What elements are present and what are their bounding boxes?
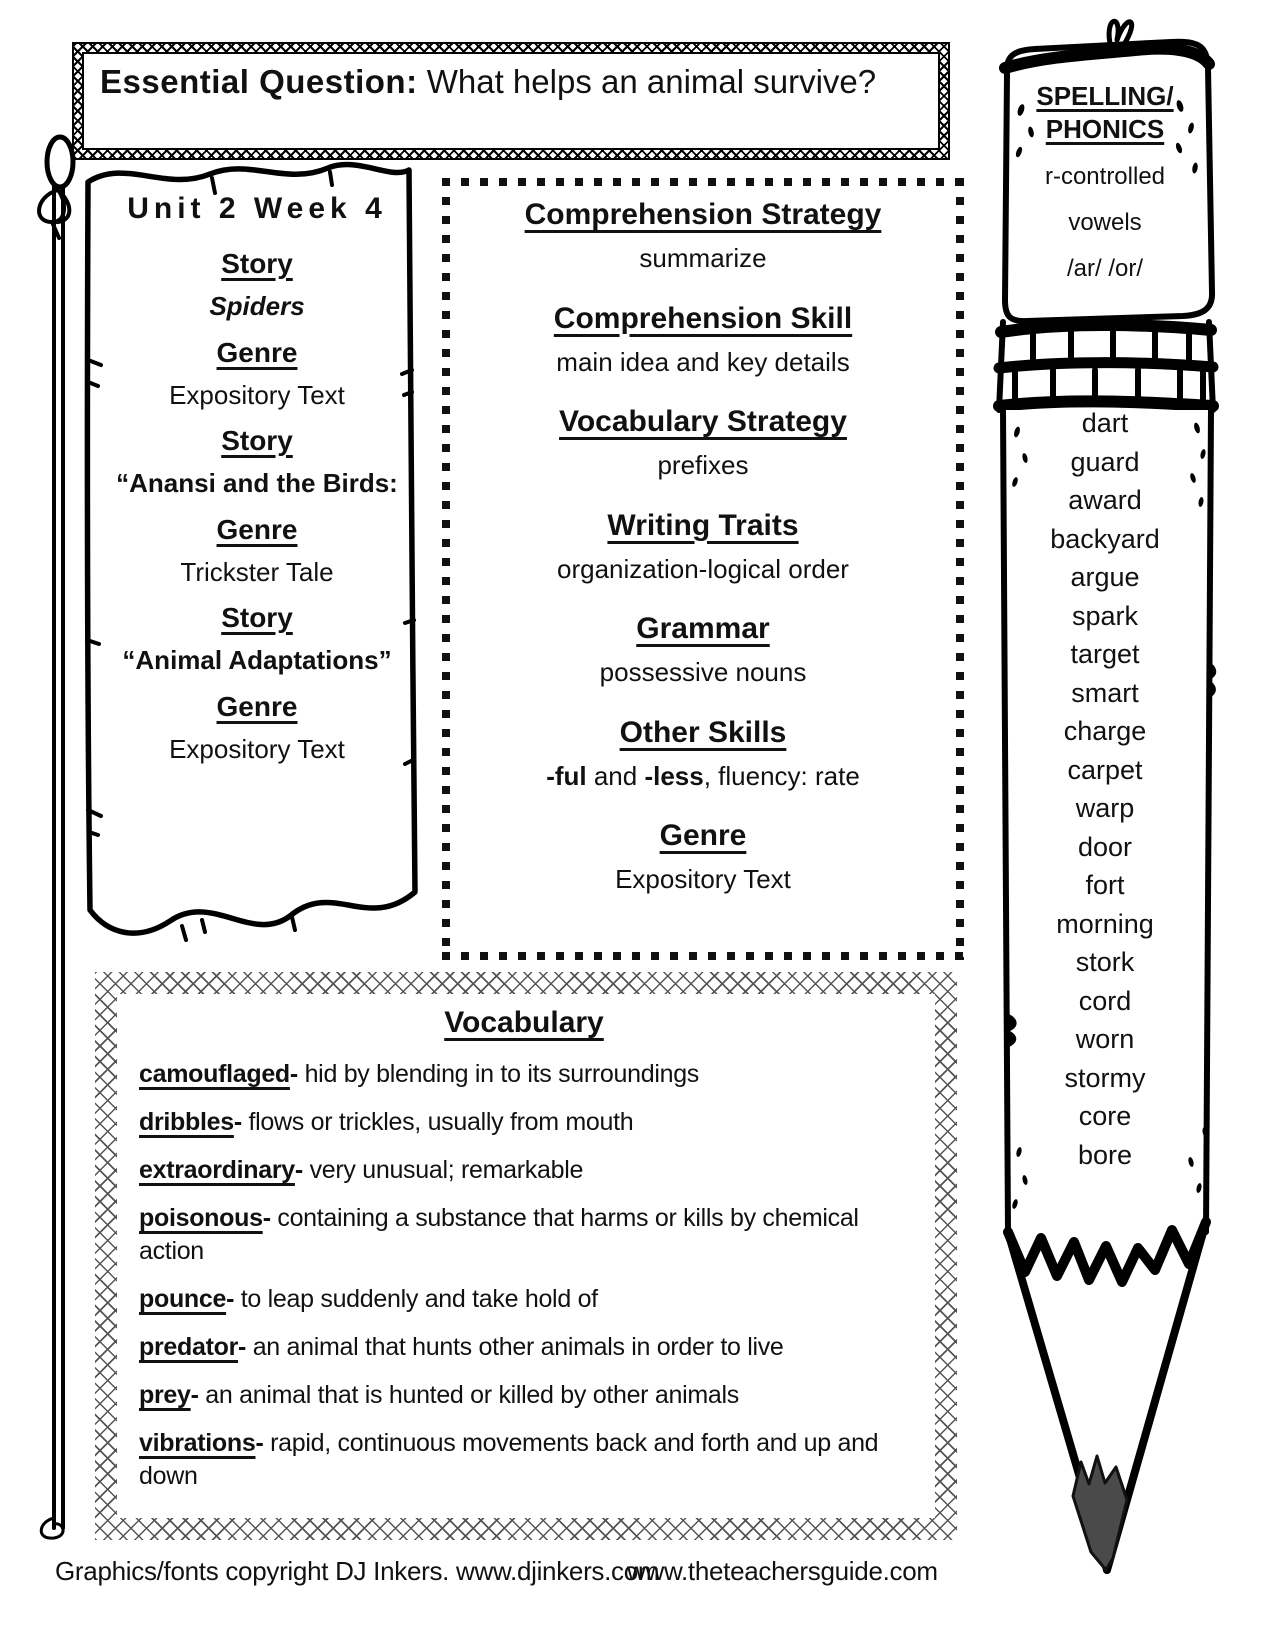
vocabulary-entry [139,1427,909,1493]
skills-section-value: -ful and -less, fluency: rate [546,760,860,791]
spelling-word: cord [1078,985,1132,1016]
vocabulary-definition: flows or trickles, usually from mouth [241,1108,634,1136]
phonics-skill-2: vowels [1068,209,1142,236]
flag-item-heading: Genre [216,336,298,368]
skills-section [456,612,950,689]
skills-section-heading: Writing Traits [607,508,799,542]
vocabulary-term: predator [139,1333,239,1361]
vocabulary-definition: containing a substance that harms or kills by chemical action [139,1204,859,1265]
vocabulary-separator: - [190,1381,199,1409]
skills-section-heading: Other Skills [619,715,787,749]
vocabulary-term: camouflaged [139,1060,290,1088]
phonics-skill: r-controlled [1044,163,1166,190]
flag-item-heading: Genre [216,513,298,545]
spelling-word: target [1070,639,1140,669]
flag-item [112,514,402,589]
flag-item-value: Expository Text [169,379,345,410]
skills-section-heading: Comprehension Strategy [524,198,882,231]
spelling-word: core [1078,1101,1132,1131]
spelling-word: fort [1085,870,1125,900]
vocabulary-content [117,994,935,1518]
flag-item [112,425,402,500]
spelling-word: smart [1071,677,1139,708]
phonics-label: PHONICS [1045,113,1165,144]
skills-section [456,405,950,482]
vocabulary-separator: - [289,1060,298,1088]
skills-section-value: main idea and key details [556,346,850,377]
vocabulary-entry [139,1283,909,1316]
footer-copyright: Graphics/fonts copyright DJ Inkers. www.djinkers.com [55,1556,660,1586]
flag-item [112,691,402,766]
vocabulary-term: poisonous [139,1204,263,1232]
skills-section-heading: Comprehension Skill [553,301,853,335]
vocabulary-term: dribbles [139,1108,234,1136]
spelling-word: charge [1063,716,1147,746]
spelling-word: stork [1075,947,1135,977]
essential-question-label: Essential Question: [100,63,418,100]
essential-question-value: What helps an animal survive? [417,63,877,100]
footer-site-url: www.theteachersguide.com [627,1556,938,1586]
unit-week-title: Unit 2 Week 4 [127,192,387,225]
skills-section-value: Expository Text [615,864,791,894]
skills-section-heading: Vocabulary Strategy [559,405,847,438]
vocabulary-box [95,972,957,1540]
pencil-lead [1073,1456,1127,1570]
flag-pole-knob-icon [47,137,73,187]
vocabulary-definition: very unusual; remarkable [302,1156,584,1184]
vocabulary-entry [139,1202,909,1268]
vocabulary-separator: - [294,1156,303,1184]
flag-item [112,602,402,677]
vocabulary-entries [139,1058,909,1493]
spelling-word: stormy [1064,1062,1146,1093]
vocabulary-separator: - [226,1285,235,1313]
flag-item-heading: Story [221,248,293,279]
skills-section-value: prefixes [657,450,749,480]
spelling-word: argue [1070,562,1140,592]
vocabulary-separator: - [233,1108,242,1136]
vocabulary-entry [139,1154,909,1187]
flag-banner-content [112,192,402,769]
vocabulary-term: prey [139,1381,191,1409]
skills-section [456,819,950,896]
flag-item-value: “Anansi and the Birds: [116,468,398,498]
vocabulary-definition: an animal that is hunted or killed by other animals [198,1381,739,1409]
spelling-label: SPELLING/ [1036,81,1174,111]
spelling-word: spark [1071,600,1139,631]
spelling-word-list [995,404,1215,1174]
vocabulary-term: pounce [139,1285,227,1313]
vocabulary-entry [139,1379,909,1412]
flag-items [112,248,402,765]
spelling-word: backyard [1050,523,1160,554]
vocabulary-entry [139,1331,909,1364]
spelling-word: worn [1075,1024,1135,1054]
skills-section [456,716,950,793]
spelling-word: morning [1056,908,1154,939]
vocabulary-definition: to leap suddenly and take hold of [234,1285,598,1313]
vocabulary-definition: hid by blending in to its surroundings [297,1060,699,1088]
vocabulary-term: vibrations [139,1429,256,1457]
vocabulary-separator: - [238,1333,247,1361]
vocabulary-title: Vocabulary [444,1006,604,1039]
spelling-word: bore [1077,1139,1133,1170]
flag-item [112,337,402,412]
flag-item-value: Expository Text [169,733,345,764]
spelling-word: carpet [1067,754,1143,785]
flag-item-value: “Animal Adaptations” [122,645,392,675]
skills-section-value: summarize [639,243,767,273]
spelling-word: award [1068,485,1142,515]
spelling-word: warp [1075,793,1135,823]
vocabulary-entry [139,1058,909,1091]
vocabulary-term: extraordinary [139,1156,295,1184]
vocabulary-separator: - [262,1204,271,1232]
skills-section [456,509,950,586]
phonics-sounds: /ar/ /or/ [1066,255,1144,282]
spelling-word: guard [1070,446,1140,477]
flag-item-heading: Story [221,425,293,456]
flag-item-value: Trickster Tale [180,556,334,587]
skills-section-heading: Genre [659,819,747,852]
vocabulary-entry [139,1106,909,1139]
skills-section [456,198,950,275]
flag-item-heading: Genre [216,690,298,722]
skills-section [456,302,950,379]
skills-sections [456,198,950,896]
skills-section-value: possessive nouns [599,657,807,687]
spelling-phonics-header [995,80,1215,283]
spelling-word: dart [1081,408,1129,438]
vocabulary-definition: an animal that hunts other animals in order to live [246,1333,784,1361]
vocabulary-definition: rapid, continuous movements back and forth and up and down [139,1429,879,1490]
flag-item-value: Spiders [209,291,305,321]
spelling-word: door [1077,831,1133,862]
flag-item-heading: Story [221,602,293,633]
skills-section-value: organization-logical order [557,553,849,584]
skills-panel [442,178,964,960]
flag-item [112,248,402,323]
skills-section-heading: Grammar [636,612,770,645]
vocabulary-separator: - [255,1429,264,1457]
